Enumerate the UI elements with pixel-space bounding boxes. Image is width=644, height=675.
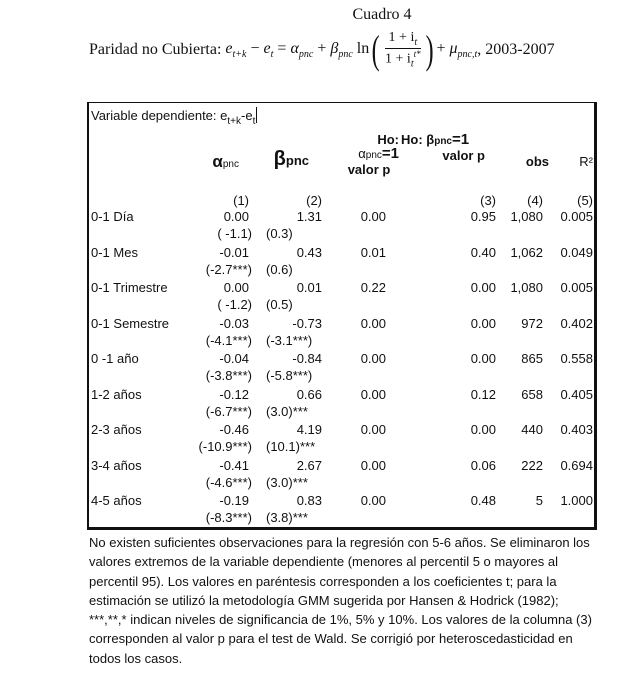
row-label: 0-1 Mes — [91, 244, 138, 260]
cell-beta-tstat: (0.6) — [266, 261, 293, 277]
eq-alpha: α — [290, 40, 299, 57]
row-label: 2-3 años — [91, 422, 142, 437]
cell-alpha-tstat: (-10.9***) — [198, 439, 252, 454]
cell-beta: 0.01 — [296, 280, 322, 295]
cell-beta: -0.84 — [292, 351, 322, 366]
header-r2: R² — [579, 154, 593, 169]
eq-beta-sub: pnc — [338, 49, 353, 60]
row-label: 0 -1 año — [91, 351, 139, 366]
cell-alpha: -0.03 — [219, 315, 249, 331]
row-label: 0-1 Semestre — [91, 315, 170, 331]
header-beta-sym: β — [273, 148, 286, 170]
cell-alpha-tstat: ( -1.2) — [217, 297, 252, 312]
cell-r2: 1.000 — [560, 493, 593, 508]
cell-obs: 5 — [535, 493, 543, 508]
cell-alpha-tstat: (-3.8***) — [205, 368, 252, 383]
cell-alpha: 0.00 — [223, 280, 249, 295]
equation-tail — [436, 40, 477, 60]
column-number: (4) — [527, 193, 543, 208]
left-paren-icon: ( — [371, 27, 380, 72]
cell-ho-beta: 0.95 — [470, 209, 496, 224]
cell-alpha-tstat: (-8.3***) — [205, 510, 252, 525]
cell-beta: 1.31 — [296, 209, 322, 224]
header-beta-sub: pnc — [285, 153, 309, 168]
header-ho-beta-eq: =1 — [452, 131, 470, 148]
results-table — [87, 102, 597, 530]
column-number: (1) — [233, 193, 249, 208]
eq-equals: = — [277, 40, 287, 57]
eq-e1: e — [225, 40, 233, 57]
cell-r2: 0.005 — [560, 280, 593, 295]
header-ho-alpha-eq: =1 — [381, 145, 399, 162]
cell-ho-alpha: 0.00 — [360, 386, 386, 402]
title-suffix: , 2003-2007 — [477, 41, 555, 58]
cell-obs: 865 — [521, 351, 543, 366]
cell-ho-beta: 0.12 — [470, 386, 496, 402]
cell-beta-tstat: (3.0)*** — [266, 474, 308, 490]
eq-mu: μ — [449, 40, 458, 57]
cell-beta-tstat: (3.0)*** — [266, 403, 308, 419]
cell-beta-tstat: (-3.1***) — [266, 332, 313, 348]
eq-e1-sub: t+k — [232, 49, 247, 60]
frac-num — [385, 30, 422, 49]
cell-alpha: -0.41 — [219, 457, 249, 473]
cell-beta: 0.66 — [296, 386, 322, 402]
dep-var-sub1: t+k — [227, 116, 241, 127]
frac-num-sub: t — [414, 37, 418, 49]
cell-ho-alpha: 0.00 — [360, 351, 386, 366]
header-ho-beta — [401, 133, 491, 163]
eq-plus2: + — [436, 40, 446, 57]
cell-r2: 0.005 — [560, 209, 593, 224]
eq-alpha-sub: pnc — [298, 49, 314, 60]
header-ho-alpha-line1: Ho: — [377, 132, 399, 147]
cell-alpha-tstat: ( -1.1) — [217, 226, 252, 241]
row-label: 3-4 años — [91, 457, 142, 473]
cell-beta-tstat: (-5.8***) — [266, 368, 313, 383]
column-number: (2) — [306, 193, 322, 208]
cell-beta: 0.43 — [296, 244, 322, 260]
header-alpha-sym: α — [212, 152, 223, 171]
cell-beta: 4.19 — [296, 422, 322, 437]
cell-obs: 222 — [521, 457, 543, 473]
cell-beta: -0.73 — [292, 315, 322, 331]
cell-obs: 972 — [521, 315, 543, 331]
cell-ho-alpha: 0.22 — [360, 280, 386, 295]
cell-alpha-tstat: (-2.7***) — [205, 261, 252, 277]
eq-mu-sub: pnc,t — [457, 49, 478, 60]
cell-obs: 1,062 — [510, 244, 543, 260]
text-cursor — [256, 107, 257, 123]
cell-ho-beta: 0.06 — [470, 457, 496, 473]
equation — [225, 40, 369, 60]
cell-ho-beta: 0.00 — [470, 315, 496, 331]
cell-alpha: -0.46 — [219, 422, 249, 437]
cell-alpha: -0.04 — [219, 351, 249, 366]
cell-ho-beta: 0.00 — [470, 280, 496, 295]
dependent-variable-label — [91, 107, 257, 127]
cell-alpha-tstat: (-4.1***) — [205, 332, 252, 348]
header-ho-beta-line2: valor p — [442, 148, 485, 163]
eq-e2-sub: t — [270, 49, 274, 60]
cell-r2: 0.403 — [560, 422, 593, 437]
frac-den-text: 1 + i — [385, 51, 411, 67]
header-alpha — [199, 152, 239, 172]
cell-alpha-tstat: (-6.7***) — [205, 403, 252, 419]
frac-den-sup: t* — [413, 49, 421, 60]
frac-den — [385, 49, 421, 70]
eq-plus1: + — [317, 40, 327, 57]
eq-ln: ln — [356, 40, 370, 57]
cell-ho-alpha: 0.00 — [360, 209, 386, 224]
cell-r2: 0.558 — [560, 351, 593, 366]
header-ho-alpha-sub: pnc — [365, 150, 382, 161]
row-label: 4-5 años — [91, 493, 142, 508]
frac-den-sub: t — [410, 58, 414, 70]
cell-alpha: -0.19 — [219, 493, 249, 508]
row-label: 0-1 Trimestre — [91, 280, 168, 295]
cell-obs: 440 — [521, 422, 543, 437]
header-ho-beta-line1: Ho: β — [401, 132, 435, 147]
cell-alpha: -0.12 — [219, 386, 249, 402]
header-ho-alpha-sym: α — [358, 146, 366, 161]
dep-var-dash: -e — [241, 108, 253, 123]
cell-ho-alpha: 0.00 — [360, 315, 386, 331]
cell-ho-beta: 0.48 — [470, 493, 496, 508]
cell-ho-beta: 0.40 — [470, 244, 496, 260]
title-prefix: Paridad no Cubierta: — [89, 41, 222, 58]
frac-num-text: 1 + i — [388, 30, 415, 46]
cell-beta: 2.67 — [296, 457, 322, 473]
header-ho-alpha-line3: valor p — [347, 162, 391, 177]
cell-r2: 0.402 — [560, 315, 593, 331]
cell-alpha: 0.00 — [223, 209, 249, 224]
cell-r2: 0.049 — [560, 244, 593, 260]
header-beta — [261, 148, 309, 170]
column-number: (5) — [577, 193, 593, 208]
dep-var-sub2: t — [252, 116, 256, 127]
cell-obs: 1,080 — [510, 209, 543, 224]
table-caption: Cuadro 4 — [352, 6, 412, 23]
cell-ho-alpha: 0.00 — [360, 422, 386, 437]
cell-ho-alpha: 0.00 — [360, 457, 386, 473]
header-obs: obs — [525, 154, 549, 169]
cell-alpha-tstat: (-4.6***) — [205, 474, 252, 490]
eq-fraction — [385, 30, 422, 70]
cell-beta-tstat: (10.1)*** — [266, 439, 316, 454]
dep-var-text: Variable dependiente: e — [91, 108, 228, 123]
header-ho-alpha — [319, 133, 399, 177]
cell-beta-tstat: (0.5) — [266, 297, 293, 312]
eq-minus: − — [250, 40, 260, 57]
table-title — [89, 27, 555, 72]
cell-ho-alpha: 0.00 — [360, 493, 386, 508]
row-label: 0-1 Día — [91, 209, 134, 224]
header-ho-beta-sub: pnc — [434, 136, 452, 147]
cell-r2: 0.405 — [560, 386, 593, 402]
cell-beta-tstat: (3.8)*** — [266, 510, 308, 525]
cell-beta: 0.83 — [296, 493, 322, 508]
cell-ho-beta: 0.00 — [470, 422, 496, 437]
table-note: No existen suficientes observaciones para la regresión con 5-6 años. Se eliminaron los valores extremos de la variable dependiente (menores al percentil 5 o mayores al percentil 95). Los valores en paréntesis corresponden a los coeficientes t; para la estimación se utilizó la metodología GMM sugerida por Hansen & Hodrick (1982); ***,**,* indican niveles de significancia de 1%, 5% y 10%. Los valores de la columna (3) corresponden al valor p para el test de Wald. Se corrigió por heteroscedasticidad en todos los casos. — [89, 535, 592, 666]
header-alpha-sub: pnc — [222, 159, 239, 170]
column-number: (3) — [480, 193, 496, 208]
row-label: 1-2 años — [91, 386, 142, 402]
cell-ho-beta: 0.00 — [470, 351, 496, 366]
cell-alpha: -0.01 — [219, 244, 249, 260]
cell-beta-tstat: (0.3) — [266, 226, 293, 241]
cell-obs: 658 — [521, 386, 543, 402]
right-paren-icon: ) — [425, 27, 434, 72]
eq-e2: e — [263, 40, 271, 57]
eq-beta: β — [330, 40, 339, 57]
cell-ho-alpha: 0.01 — [360, 244, 386, 260]
cell-obs: 1,080 — [510, 280, 543, 295]
cell-r2: 0.694 — [560, 457, 593, 473]
